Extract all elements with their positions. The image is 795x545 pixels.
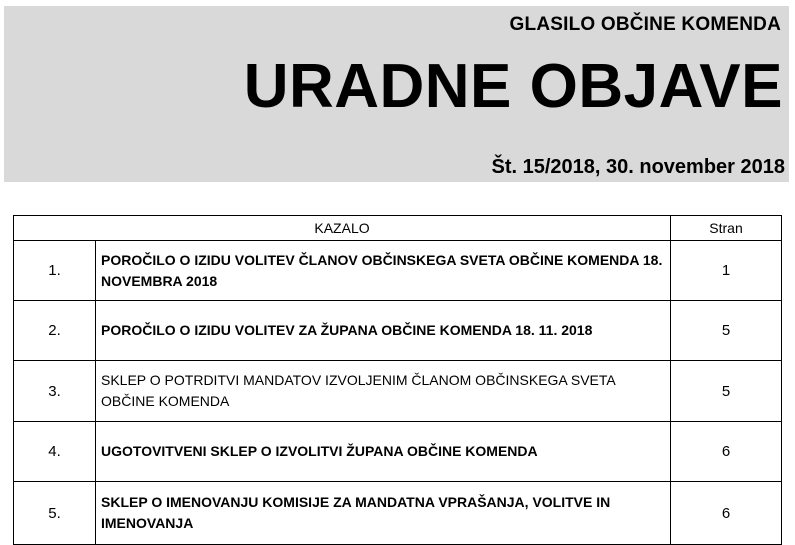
toc-item-title[interactable]: SKLEP O IMENOVANJU KOMISIJE ZA MANDATNA VPRAŠANJA, VOLITVE IN IMENOVANJA [96, 482, 671, 545]
page-title: URADNE OBJAVE [243, 52, 783, 121]
toc-item-page: 6 [671, 482, 782, 545]
toc-heading: KAZALO [14, 216, 671, 241]
toc-item-number: 1. [14, 241, 96, 301]
toc-item-number: 2. [14, 301, 96, 361]
masthead [4, 6, 789, 182]
toc-row [14, 422, 782, 482]
toc-row [14, 482, 782, 545]
toc-row [14, 241, 782, 301]
toc-item-number: 5. [14, 482, 96, 545]
issue-info: Št. 15/2018, 30. november 2018 [491, 156, 785, 178]
toc-page-heading: Stran [671, 216, 782, 241]
toc-item-number: 4. [14, 422, 96, 482]
table-of-contents [13, 215, 782, 545]
toc-item-title[interactable]: POROČILO O IZIDU VOLITEV ČLANOV OBČINSKEGA SVETA OBČINE KOMENDA 18. NOVEMBRA 2018 [96, 241, 671, 301]
toc-item-page: 1 [671, 241, 782, 301]
toc-header-row [14, 216, 782, 241]
toc-item-number: 3. [14, 361, 96, 422]
toc-item-page: 5 [671, 301, 782, 361]
toc-item-page: 5 [671, 361, 782, 422]
toc-item-title[interactable]: SKLEP O POTRDITVI MANDATOV IZVOLJENIM ČLANOM OBČINSKEGA SVETA OBČINE KOMENDA [96, 361, 671, 422]
toc-item-page: 6 [671, 422, 782, 482]
toc-row [14, 301, 782, 361]
toc-item-title[interactable]: POROČILO O IZIDU VOLITEV ZA ŽUPANA OBČINE KOMENDA 18. 11. 2018 [96, 301, 671, 361]
publication-name: GLASILO OBČINE KOMENDA [509, 14, 781, 35]
toc-row [14, 361, 782, 422]
toc-item-title[interactable]: UGOTOVITVENI SKLEP O IZVOLITVI ŽUPANA OBČINE KOMENDA [96, 422, 671, 482]
